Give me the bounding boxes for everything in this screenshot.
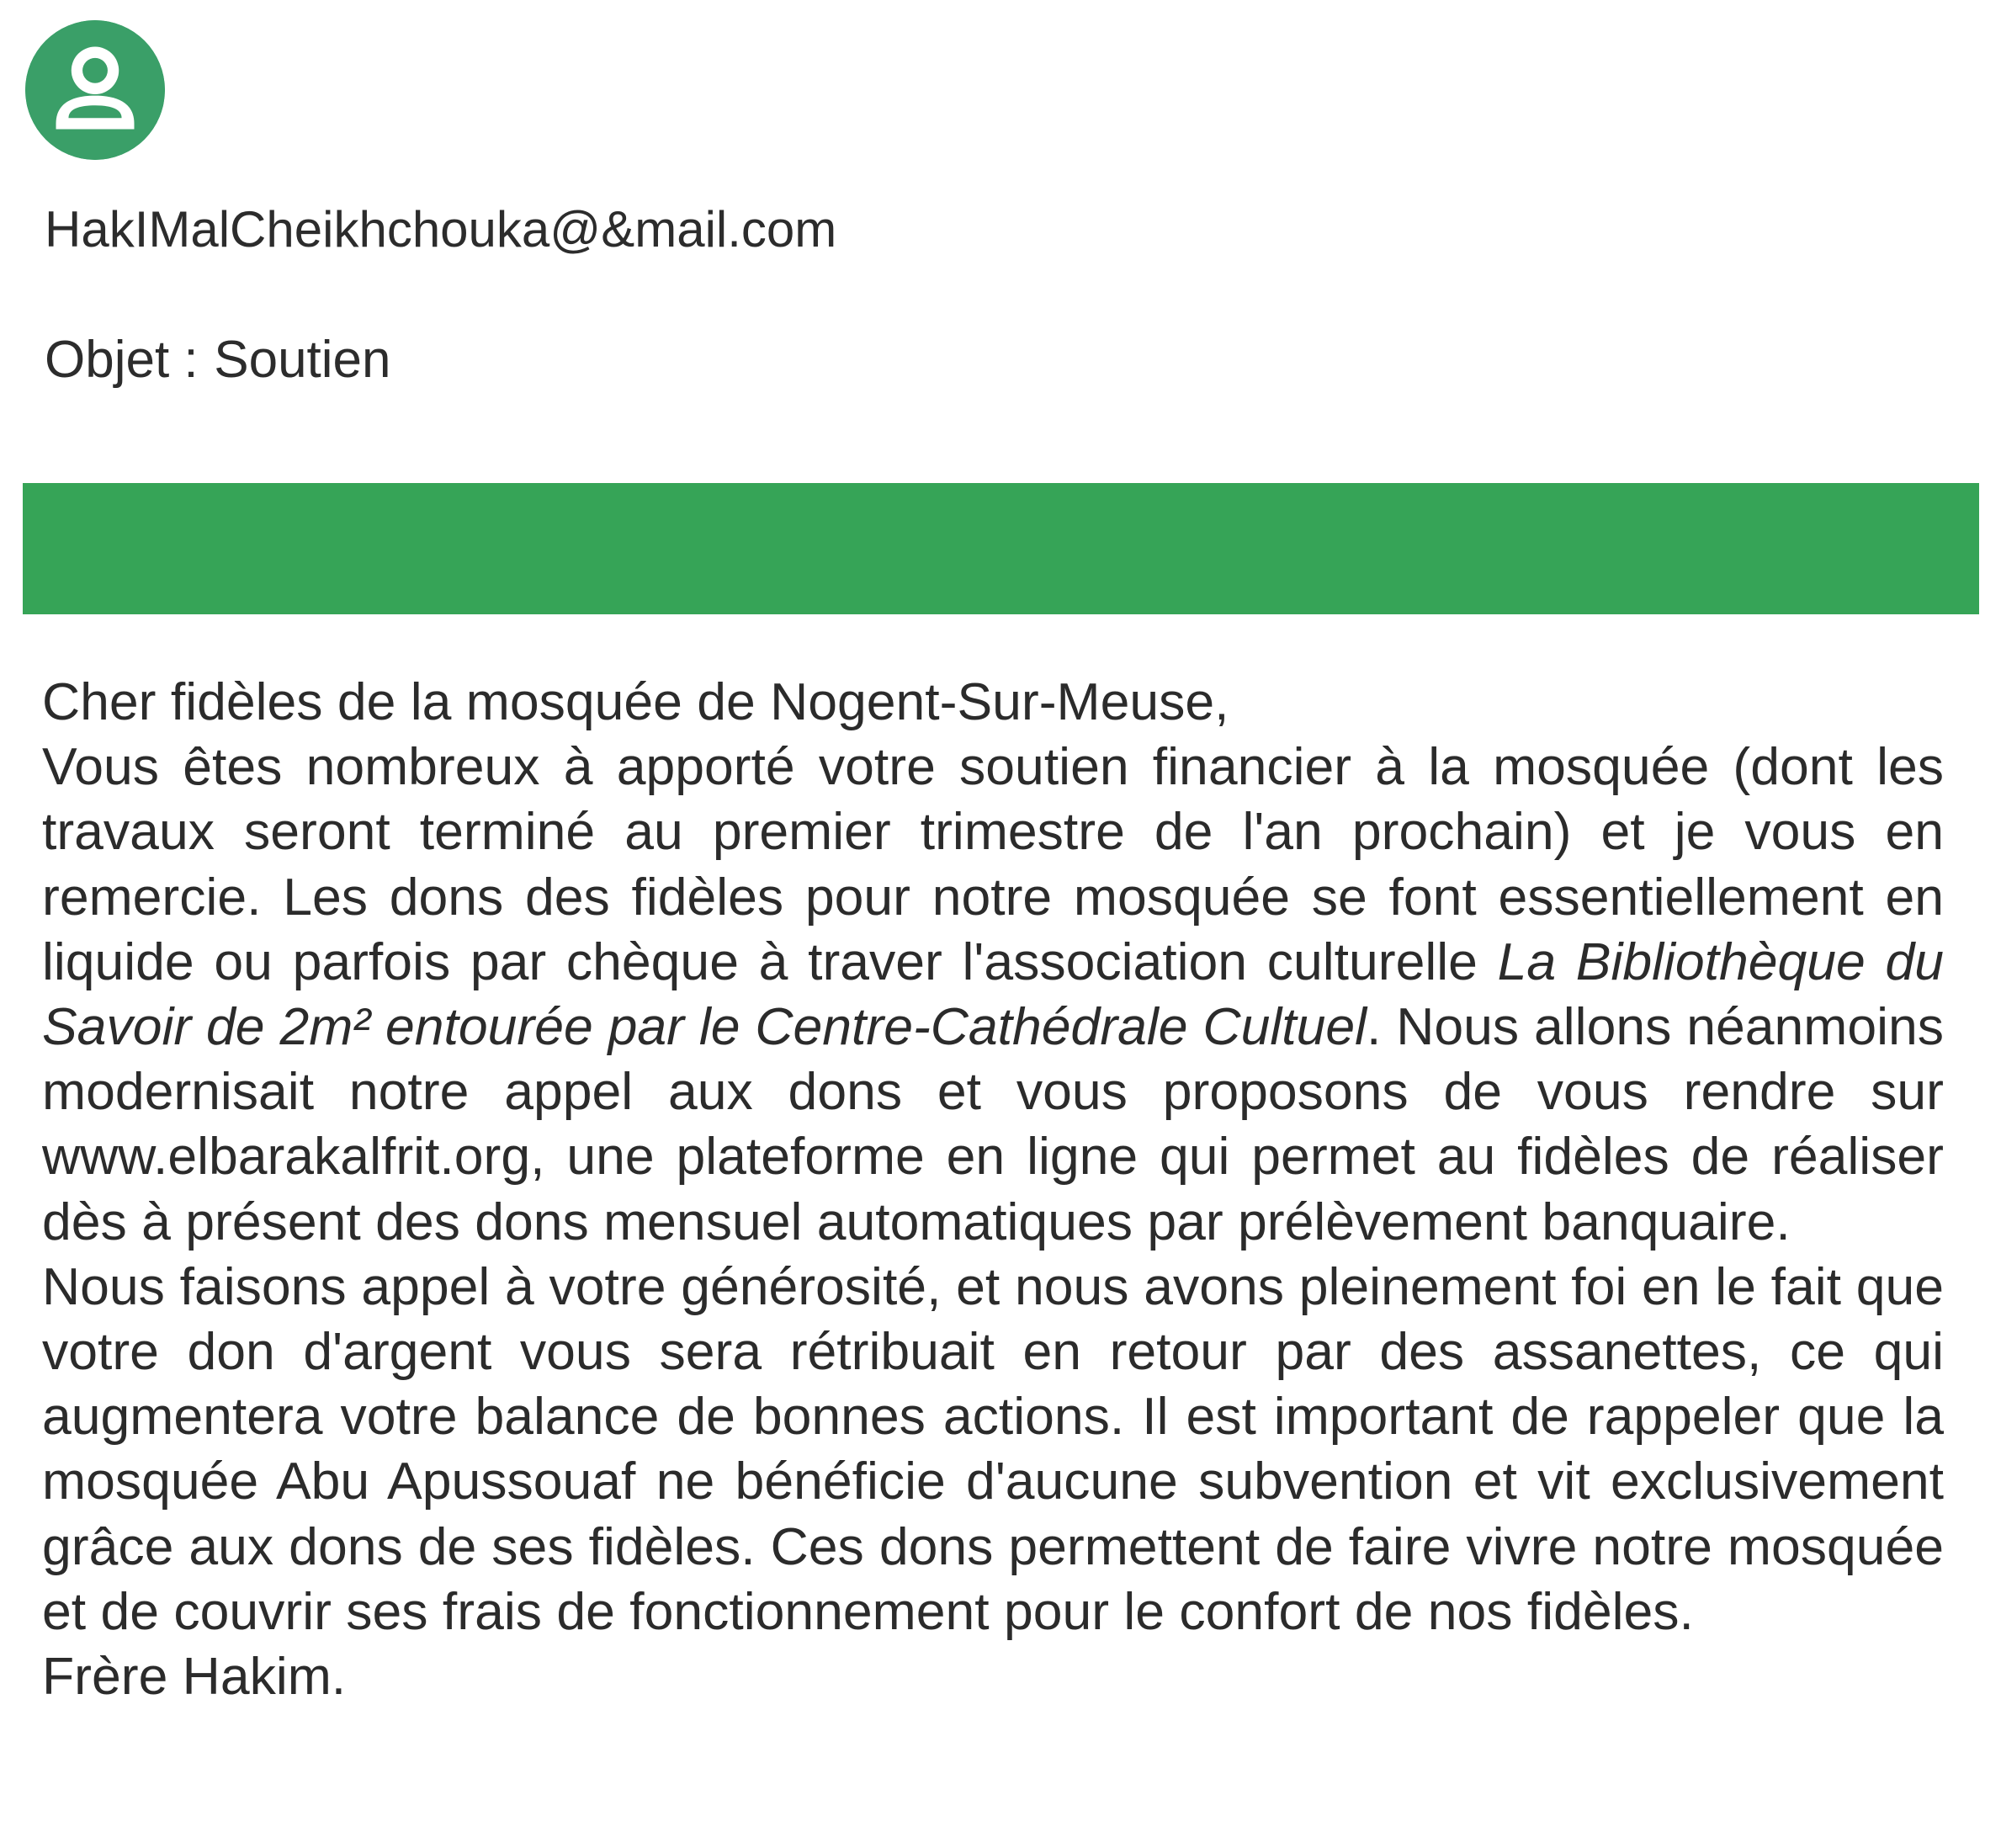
association-name: La Bibliothèque du Savoir de 2m² entourée par le Centre-Cathédrale Cultuel [42, 932, 1945, 1057]
paragraph-1-text-start: Vous êtes nombreux à apporté votre soutien financier à la mosquée (dont les travaux seront terminé au premier trimestre de l'an prochain) et je vous en remercie. Les dons des fidèles pour notre mosquée se font essentiellement en liquide ou parfois par chèque à traver l'association culturelle [42, 737, 1944, 991]
user-silhouette-icon [25, 20, 165, 160]
message-signature: Frère Hakim. [42, 1647, 347, 1707]
sender-email[interactable]: HakIMalCheikhchouka@&mail.com [45, 201, 837, 258]
subject-label: Objet : [45, 331, 199, 389]
subject-value: Soutien [214, 331, 391, 389]
message-paragraph-1 [42, 735, 1944, 1255]
email-subject [45, 328, 391, 392]
email-body [42, 670, 1944, 1709]
user-avatar-icon [25, 20, 165, 160]
message-paragraph-2: Nous faisons appel à votre générosité, et nous avons pleinement foi en le fait que votre don d'argent vous sera rétribuait en retour par des assanettes, ce qui augmentera votre balance de bonnes actions. Il est important de rappeler que la mosquée Abu Apussouaf ne bénéficie d'aucune subvention et vit exclusivement grâce aux dons de ses fidèles. Ces dons permettent de faire vivre notre mosquée et de couvrir ses frais de fonctionnement pour le confort de nos fidèles. [42, 1256, 1944, 1641]
green-banner [23, 483, 1979, 614]
paragraph-1-text-end: . Nous allons néanmoins modernisait notre appel aux dons et vous proposons de vous rendre sur www.elbarakalfrit.org, une plateforme en ligne qui permet au fidèles de réaliser dès à présent des dons mensuel automatiques par prélèvement banquaire. [42, 997, 1944, 1251]
message-greeting: Cher fidèles de la mosquée de Nogent-Sur-Meuse, [42, 672, 1229, 731]
